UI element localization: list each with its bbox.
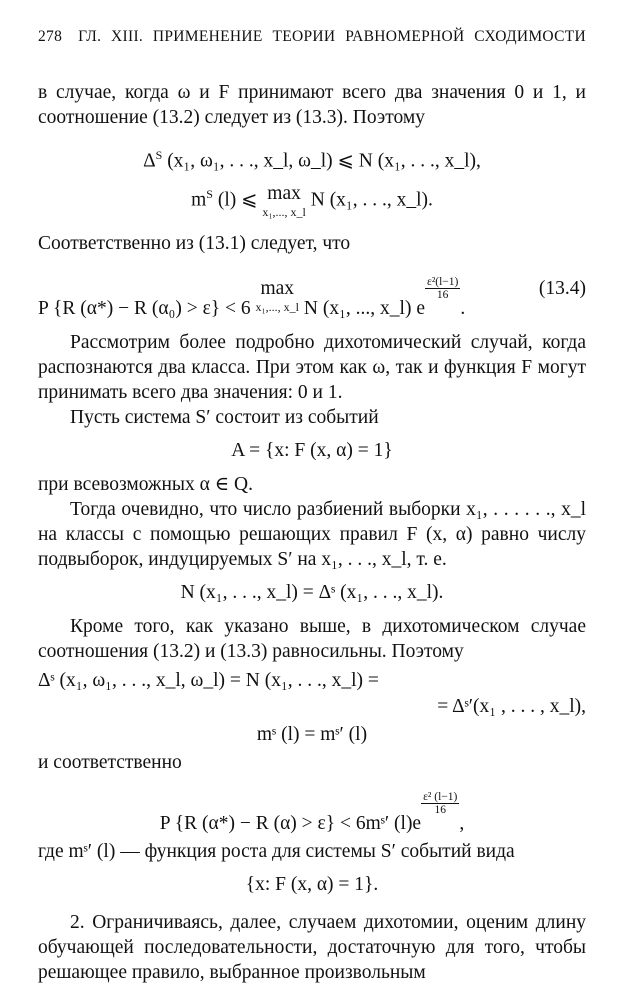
page-number: 278 — [38, 28, 63, 45]
running-header — [38, 28, 586, 46]
paragraph-9: где mˢ′ (l) — функция роста для системы S′ событий вида — [38, 840, 515, 862]
paragraph-1: в случае, когда ω и F принимают всего два значения 0 и 1, и соотношение (13.2) следует из (13.3). Поэтому — [38, 82, 586, 128]
paragraph-3: Рассмотрим более подробно дихотомический случай, когда распознаются два класса. При этом как ω, так и функция F могут принимать всего два значения: 0 и 1. — [38, 331, 586, 403]
paragraph-6: Тогда очевидно, что число разбиений выборки x₁, . . . . . ., x_l на классы с помощью решающих правил F (x, α) равно числу подвыборок, индуцируемых S′ на x₁, . . ., x_l, т. е. — [38, 498, 586, 570]
equation-set-a: A = {x: F (x, α) = 1} — [231, 439, 393, 461]
equation-7: {x: F (x, α) = 1}. — [245, 873, 379, 895]
paragraph-7: Кроме того, как указано выше, в дихотомическом случае соотношения (13.2) и (13.3) равносильны. Поэтому — [38, 615, 586, 662]
paragraph-5: при всевозможных α ∈ Q. — [38, 473, 253, 495]
paragraph-2: Соответственно из (13.1) следует, что — [38, 232, 351, 254]
equation-1-line1: $\Delta^S$ (x₁, ω₁, . . ., x_l, ω_l) ⩽ N (x₁, . . ., x_l), — [143, 148, 481, 172]
equation-13-4-body: P {R (α*) − R (α₀) > ε} < 6 max x₁,..., x_l N (x₁, ..., x_l) e $\frac{\text{ε²(l−1)}}{16}$ . — [38, 275, 466, 319]
equation-5-line3: mˢ (l) = mˢ′ (l) — [256, 723, 368, 745]
paragraph-10: 2. Ограничиваясь, далее, случаем дихотомии, оценим длину обучающей последовательности, достаточную для того, чтобы решающее правило, выбранное произвольным — [38, 911, 586, 983]
equation-1-line2: $m^S$ (l) ⩽ max x₁,..., x_l N (x₁, . . ., x_l). — [191, 182, 433, 219]
paragraph-8: и соответственно — [38, 751, 182, 773]
equation-number: (13.4) — [538, 277, 586, 299]
page — [38, 28, 586, 985]
paragraph-4: Пусть система S′ состоит из событий — [70, 406, 379, 428]
equation-13-4 — [38, 276, 586, 320]
equation-5-line2: = Δˢ′(x₁ , . . . , x_l), — [437, 695, 586, 717]
chapter-title: ГЛ. XIII. ПРИМЕНЕНИЕ ТЕОРИИ РАВНОМЕРНОЙ СХОДИМОСТИ — [78, 28, 586, 45]
equation-block-5 — [38, 668, 586, 748]
equation-6: P {R (α*) − R (α) > ε} < 6mˢ′ (l)e $\frac{\text{ε² (l−1)}}{16}$ , — [159, 790, 465, 834]
equation-n-delta: N (x₁, . . ., x_l) = Δˢ (x₁, . . ., x_l). — [180, 581, 444, 603]
equation-5-line1: Δˢ (x₁, ω₁, . . ., x_l, ω_l) = N (x₁, . . ., x_l) = — [38, 669, 379, 691]
equation-1 — [38, 142, 586, 217]
